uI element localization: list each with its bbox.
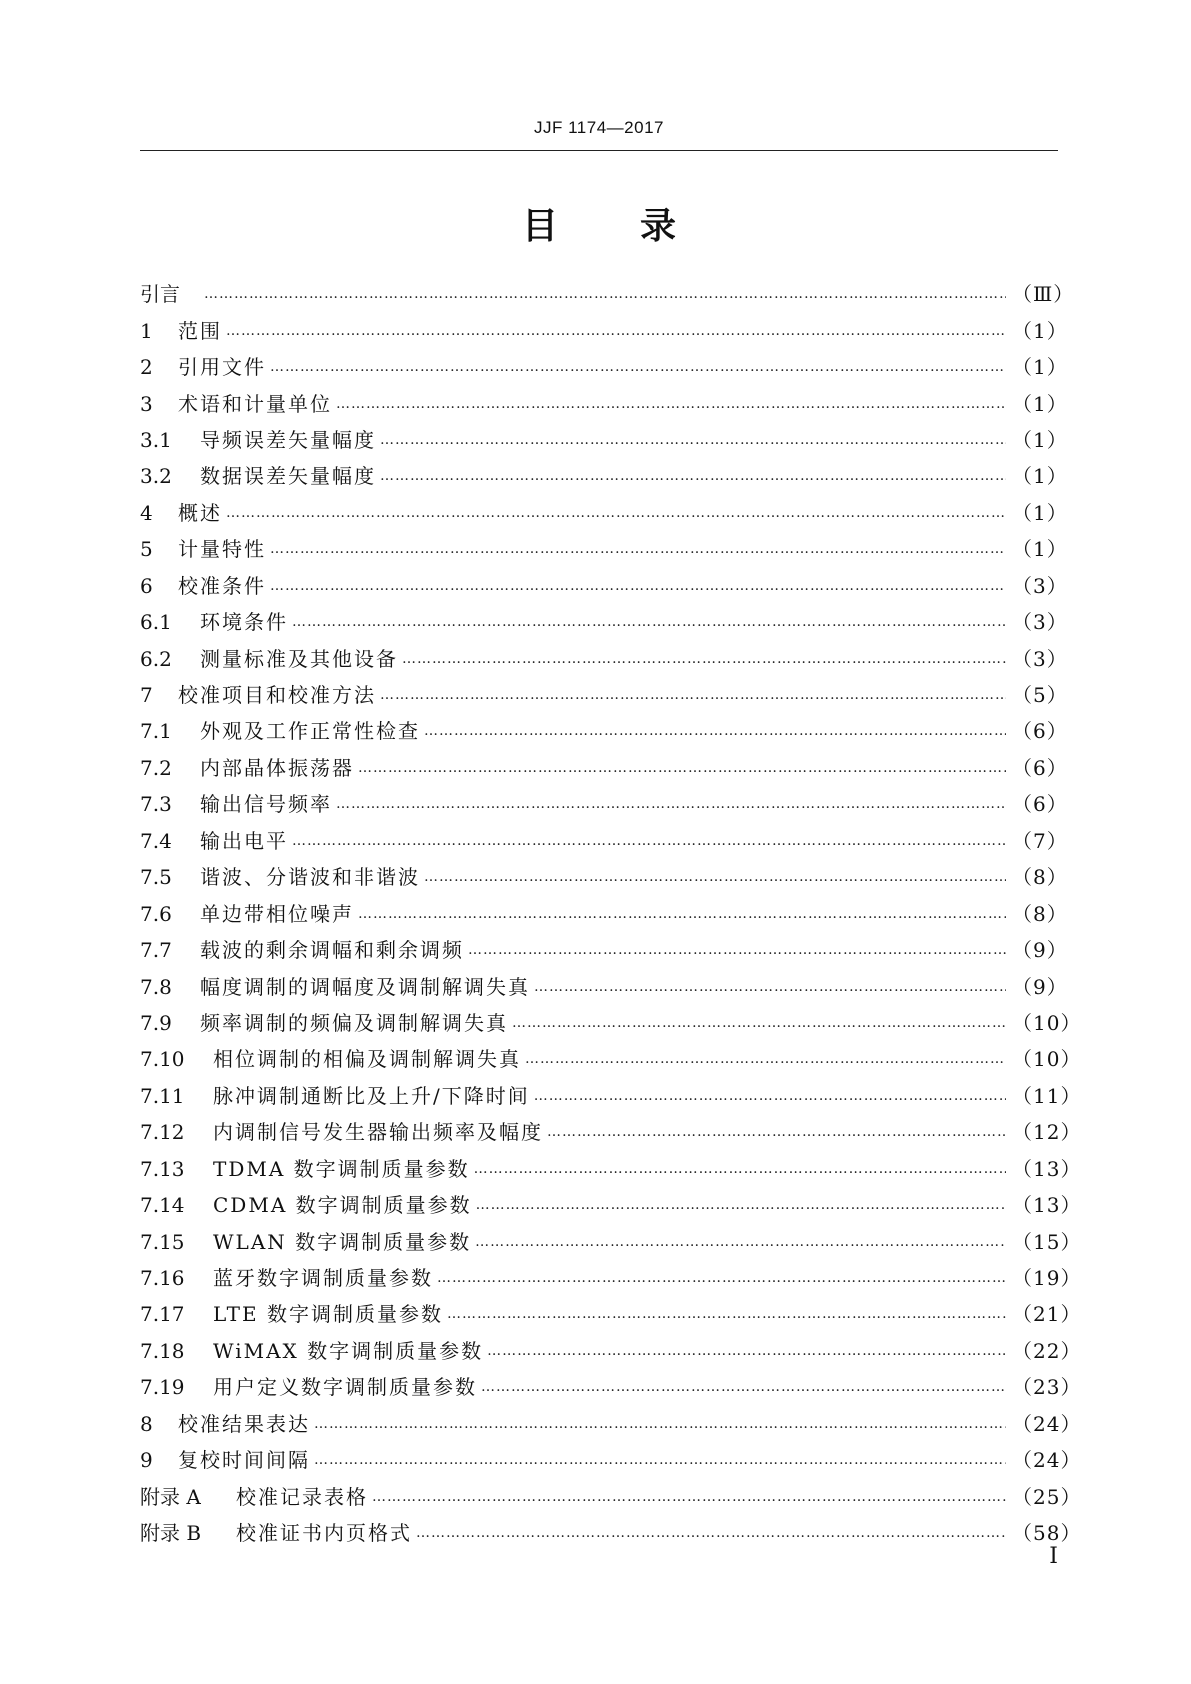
toc-leader-dots — [402, 649, 1006, 669]
toc-entry[interactable] — [140, 1114, 1082, 1150]
toc-entry-page: （9） — [1012, 974, 1068, 999]
toc-entry-number: 7.15 — [140, 1229, 185, 1254]
document-header-code: JJF 1174—2017 — [534, 118, 664, 137]
toc-entry[interactable] — [140, 422, 1068, 458]
toc-leader-dots — [270, 576, 1006, 596]
toc-entry[interactable] — [140, 1078, 1082, 1114]
toc-entry[interactable] — [140, 750, 1068, 786]
toc-leader-dots — [380, 430, 1006, 450]
toc-entry[interactable] — [140, 1369, 1082, 1405]
toc-entry[interactable] — [140, 1296, 1082, 1332]
toc-entry-label: LTE 数字调制质量参数 — [213, 1302, 443, 1327]
toc-entry[interactable] — [140, 1041, 1082, 1077]
toc-entry[interactable] — [140, 823, 1068, 859]
toc-leader-dots — [380, 685, 1006, 705]
toc-entry-page: （8） — [1012, 865, 1068, 890]
toc-entry-page: （24） — [1012, 1448, 1082, 1473]
toc-entry-number: 7.19 — [140, 1375, 185, 1400]
toc-entry-number: 7.12 — [140, 1120, 185, 1145]
toc-entry-label: 测量标准及其他设备 — [200, 646, 398, 671]
toc-entry-page: （1） — [1012, 355, 1068, 380]
toc-leader-dots — [447, 1304, 1006, 1324]
toc-entry[interactable] — [140, 1187, 1082, 1223]
toc-entry-label: 引用文件 — [178, 355, 266, 380]
toc-entry-number: 8 — [140, 1411, 153, 1436]
toc-entry-page: （13） — [1012, 1193, 1082, 1218]
toc-entry-page: （1） — [1012, 500, 1068, 525]
toc-entry[interactable] — [140, 604, 1068, 640]
toc-entry-number: 7.9 — [140, 1010, 172, 1035]
toc-entry-page: （1） — [1012, 537, 1068, 562]
toc-entry-label: 范围 — [178, 318, 222, 343]
toc-entry-label: TDMA 数字调制质量参数 — [213, 1156, 470, 1181]
toc-entry-label: 引言 — [140, 282, 180, 307]
toc-entry-number: 7.1 — [140, 719, 172, 744]
toc-entry-page: （12） — [1012, 1120, 1082, 1145]
toc-entry[interactable] — [140, 1260, 1082, 1296]
title-char-1: 目 — [521, 206, 558, 247]
toc-entry-label: 用户定义数字调制质量参数 — [213, 1375, 477, 1400]
toc-entry-label: 频率调制的频偏及调制解调失真 — [200, 1010, 508, 1035]
toc-entry[interactable] — [140, 640, 1068, 676]
toc-entry-number: 7.18 — [140, 1338, 185, 1363]
toc-entry-number: 7.3 — [140, 792, 172, 817]
toc-entry[interactable] — [140, 1151, 1082, 1187]
toc-entry-number: 5 — [140, 537, 153, 562]
toc-leader-dots — [226, 321, 1006, 341]
toc-entry-label: 校准条件 — [178, 573, 266, 598]
toc-entry[interactable] — [140, 568, 1068, 604]
toc-leader-dots — [204, 284, 1006, 304]
toc-leader-dots — [358, 758, 1006, 778]
toc-leader-dots — [380, 466, 1006, 486]
toc-leader-dots — [525, 1049, 1006, 1069]
toc-entry-page: （3） — [1012, 573, 1068, 598]
toc-entry-label: 导频误差矢量幅度 — [200, 427, 376, 452]
toc-entry-page: （3） — [1012, 646, 1068, 671]
toc-entry-label: 环境条件 — [200, 610, 288, 635]
header-divider — [140, 150, 1058, 151]
toc-entry-page: （24） — [1012, 1411, 1082, 1436]
toc-leader-dots — [424, 867, 1006, 887]
page-number: Ⅰ — [1049, 1544, 1058, 1569]
toc-entry-number: 7.16 — [140, 1266, 185, 1291]
toc-entry-label: CDMA 数字调制质量参数 — [213, 1193, 472, 1218]
toc-entry-number: 7.8 — [140, 974, 172, 999]
toc-leader-dots — [487, 1341, 1006, 1361]
toc-entry-label: 校准结果表达 — [178, 1411, 310, 1436]
toc-entry-foreword[interactable] — [140, 276, 1075, 312]
toc-leader-dots — [336, 794, 1006, 814]
toc-entry-number: 6.1 — [140, 610, 172, 635]
toc-entry-label: 相位调制的相偏及调制解调失真 — [213, 1047, 521, 1072]
toc-entry-label: 输出电平 — [200, 828, 288, 853]
toc-leader-dots — [468, 940, 1006, 960]
toc-entry-page: （1） — [1012, 318, 1068, 343]
toc-entry-label: 校准项目和校准方法 — [178, 683, 376, 708]
toc-entry-appendix[interactable] — [140, 1478, 1082, 1514]
toc-entry[interactable] — [140, 1005, 1082, 1041]
toc-entry-number: 附录 A — [140, 1484, 201, 1509]
toc-entry-page: （19） — [1012, 1266, 1082, 1291]
toc-entry-label: 外观及工作正常性检查 — [200, 719, 420, 744]
toc-entry-number: 6 — [140, 573, 153, 598]
toc-entry-number: 7.17 — [140, 1302, 185, 1327]
toc-leader-dots — [437, 1268, 1006, 1288]
toc-entry[interactable] — [140, 895, 1068, 931]
toc-entry[interactable] — [140, 932, 1068, 968]
toc-entry[interactable] — [140, 1442, 1082, 1478]
toc-entry[interactable] — [140, 968, 1068, 1004]
toc-entry-label: WiMAX 数字调制质量参数 — [213, 1338, 484, 1363]
toc-leader-dots — [481, 1377, 1006, 1397]
toc-entry-label: 蓝牙数字调制质量参数 — [213, 1266, 433, 1291]
toc-entry[interactable] — [140, 677, 1068, 713]
toc-entry-label: WLAN 数字调制质量参数 — [213, 1229, 472, 1254]
toc-entry-number: 4 — [140, 500, 153, 525]
toc-entry[interactable] — [140, 1333, 1082, 1369]
toc-leader-dots — [547, 1122, 1006, 1142]
toc-entry-label: 复校时间间隔 — [178, 1448, 310, 1473]
toc-leader-dots — [226, 503, 1006, 523]
toc-entry-number: 7.5 — [140, 865, 172, 890]
toc-entry-page: （11） — [1012, 1083, 1082, 1108]
toc-leader-dots — [292, 831, 1006, 851]
toc-entry[interactable] — [140, 713, 1068, 749]
toc-entry-page: （21） — [1012, 1302, 1082, 1327]
toc-entry-number: 6.2 — [140, 646, 172, 671]
title-char-2: 录 — [640, 206, 677, 247]
toc-leader-dots — [336, 394, 1006, 414]
toc-entry[interactable] — [140, 349, 1068, 385]
toc-entry-page: （15） — [1012, 1229, 1082, 1254]
toc-entry-number: 7.2 — [140, 755, 172, 780]
toc-entry-page: （58） — [1012, 1521, 1082, 1546]
toc-entry-label: 脉冲调制通断比及上升/下降时间 — [213, 1083, 530, 1108]
toc-entry-label: 内部晶体振荡器 — [200, 755, 354, 780]
toc-entry-label: 校准记录表格 — [236, 1484, 368, 1509]
toc-leader-dots — [512, 1013, 1006, 1033]
toc-leader-dots — [292, 612, 1006, 632]
toc-entry-label: 数据误差矢量幅度 — [200, 464, 376, 489]
toc-entry-label: 概述 — [178, 500, 222, 525]
page-title — [140, 198, 1058, 249]
toc-entry-page: （1） — [1012, 427, 1068, 452]
toc-entry-number: 9 — [140, 1448, 153, 1473]
toc-entry[interactable] — [140, 385, 1068, 421]
toc-entry-label: 内调制信号发生器输出频率及幅度 — [213, 1120, 543, 1145]
toc-entry-page: （25） — [1012, 1484, 1082, 1509]
table-of-contents — [140, 276, 1082, 1551]
toc-entry-label: 输出信号频率 — [200, 792, 332, 817]
toc-entry-page: （1） — [1012, 464, 1068, 489]
toc-leader-dots — [416, 1523, 1006, 1543]
toc-entry-number: 7 — [140, 683, 153, 708]
toc-entry-number: 7.13 — [140, 1156, 185, 1181]
toc-leader-dots — [270, 539, 1006, 559]
toc-entry-number: 3.1 — [140, 427, 172, 452]
toc-entry-page: （23） — [1012, 1375, 1082, 1400]
toc-entry-number: 7.4 — [140, 828, 172, 853]
toc-entry-page: （9） — [1012, 938, 1068, 963]
toc-leader-dots — [270, 357, 1006, 377]
toc-entry[interactable] — [140, 312, 1068, 348]
toc-entry-number: 7.10 — [140, 1047, 185, 1072]
toc-entry[interactable] — [140, 1406, 1082, 1442]
toc-entry-label: 载波的剩余调幅和剩余调频 — [200, 938, 464, 963]
toc-leader-dots — [476, 1195, 1006, 1215]
toc-leader-dots — [372, 1487, 1006, 1507]
toc-entry-page: （7） — [1012, 828, 1068, 853]
toc-leader-dots — [358, 904, 1006, 924]
toc-entry-page: （3） — [1012, 610, 1068, 635]
toc-leader-dots — [474, 1159, 1006, 1179]
toc-entry[interactable] — [140, 458, 1068, 494]
toc-entry-number: 7.6 — [140, 901, 172, 926]
toc-entry-page: （22） — [1012, 1338, 1082, 1363]
toc-entry-label: 幅度调制的调幅度及调制解调失真 — [200, 974, 530, 999]
toc-entry-page: （Ⅲ） — [1012, 282, 1075, 307]
toc-leader-dots — [475, 1232, 1006, 1252]
toc-leader-dots — [534, 977, 1006, 997]
toc-entry[interactable] — [140, 786, 1068, 822]
toc-entry-page: （8） — [1012, 901, 1068, 926]
toc-entry-label: 单边带相位噪声 — [200, 901, 354, 926]
toc-entry-number: 7.7 — [140, 938, 172, 963]
toc-entry-label: 校准证书内页格式 — [236, 1521, 412, 1546]
toc-entry-page: （5） — [1012, 683, 1068, 708]
toc-entry-page: （13） — [1012, 1156, 1082, 1181]
toc-entry[interactable] — [140, 531, 1068, 567]
toc-entry[interactable] — [140, 859, 1068, 895]
toc-entry[interactable] — [140, 1223, 1082, 1259]
toc-entry-label: 计量特性 — [178, 537, 266, 562]
toc-entry-page: （10） — [1012, 1010, 1082, 1035]
toc-leader-dots — [424, 721, 1006, 741]
toc-entry-page: （10） — [1012, 1047, 1082, 1072]
toc-entry[interactable] — [140, 495, 1068, 531]
toc-entry-number: 1 — [140, 318, 153, 343]
toc-entry-number: 7.14 — [140, 1193, 185, 1218]
toc-entry-number: 附录 B — [140, 1521, 202, 1546]
toc-entry-number: 3 — [140, 391, 153, 416]
toc-entry-number: 3.2 — [140, 464, 172, 489]
toc-entry-page: （6） — [1012, 719, 1068, 744]
toc-leader-dots — [534, 1086, 1006, 1106]
toc-entry-appendix[interactable] — [140, 1515, 1082, 1551]
toc-entry-page: （6） — [1012, 755, 1068, 780]
toc-entry-label: 术语和计量单位 — [178, 391, 332, 416]
toc-leader-dots — [314, 1414, 1006, 1434]
toc-entry-number: 2 — [140, 355, 153, 380]
toc-entry-page: （1） — [1012, 391, 1068, 416]
toc-entry-page: （6） — [1012, 792, 1068, 817]
toc-entry-number: 7.11 — [140, 1083, 185, 1108]
toc-leader-dots — [314, 1450, 1006, 1470]
toc-entry-label: 谐波、分谐波和非谐波 — [200, 865, 420, 890]
